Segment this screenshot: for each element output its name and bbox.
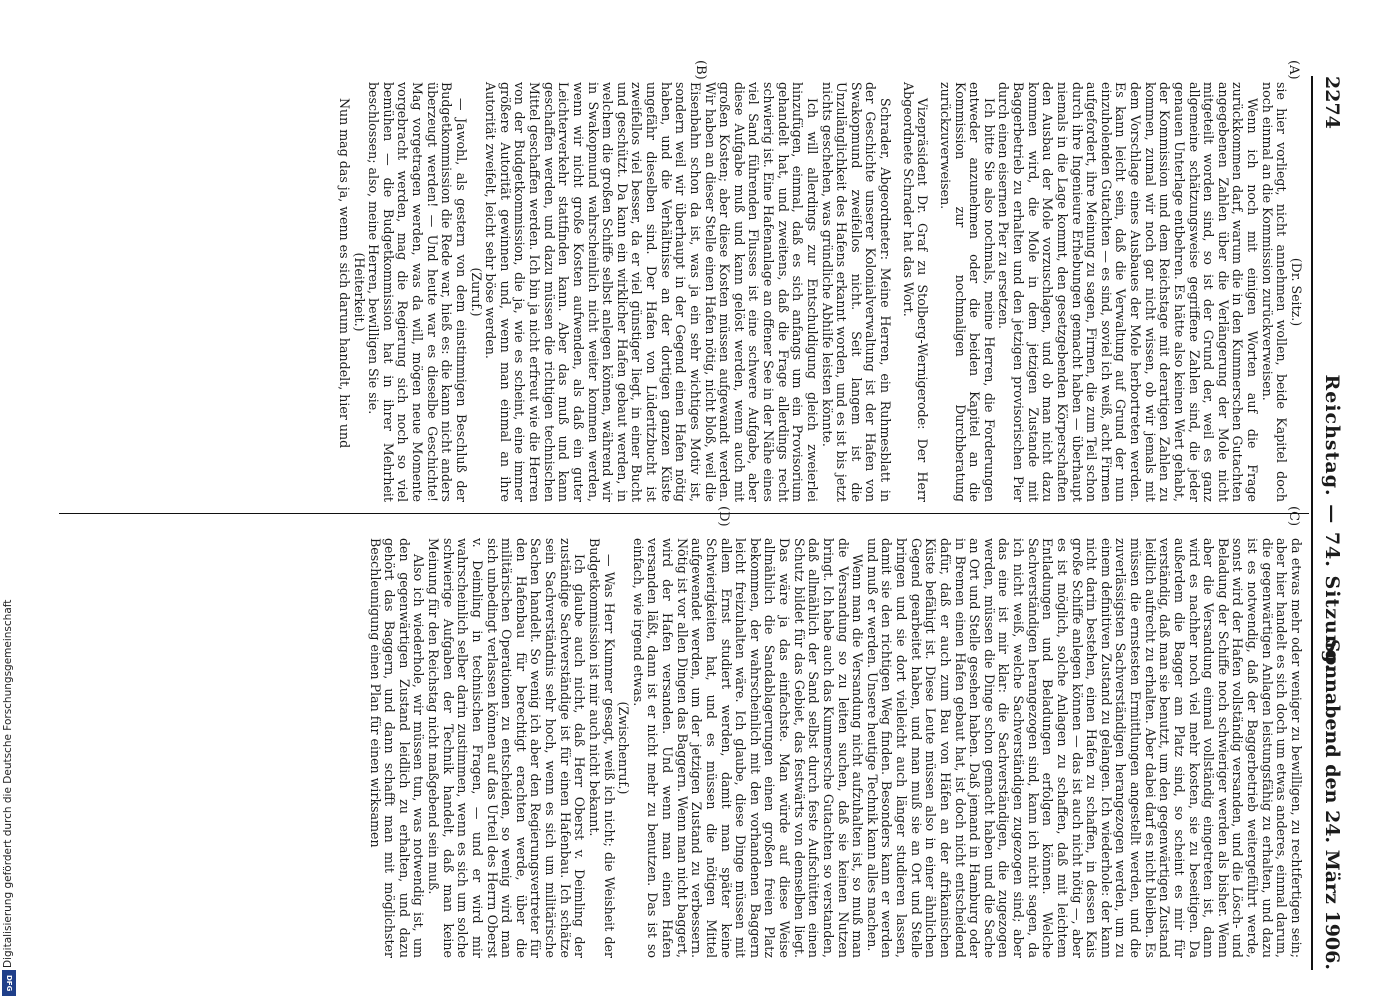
paragraph: Also ich wiederhole, wir müssen tun, was notwendig ist, um den gegenwärtigen Zustand leidlich zu erhalten, und dazu gehört das Baggern, und dann schafft man mit möglichster Beschleunigung einen Plan für einen wirksamen <box>367 538 427 958</box>
session-date: Sonnabend den 24. März 1906. <box>1321 638 1343 970</box>
margin-letter-c: (C) <box>1286 506 1301 527</box>
interjection: (Zuruf.) <box>468 267 484 317</box>
dfg-logo: DFG <box>2 970 16 996</box>
header-rule <box>1311 76 1313 970</box>
right-column <box>367 538 1303 958</box>
paragraph: Wenn man die Versandung nicht aufzuhalten ist, so muß man die Versandung so zu leiten suchen, daß sie keinen Nutzen bringt. Ich habe auch das Kummersche Gutachten so verstanden, daß allmählich der Sand selbst durch feste Aufschütten einen Schutz bildet für das Gebiet, das festwärts von demselben liegt. Das wäre ja das einfachste. Man würde auf diese Weise allmählich die Sandablagerungen einen großen freien Platz bekommen, der wahrscheinlich mit den vorhandenen Baggern leicht freizuhalten wäre. Ich glaube, diese Dinge müssen mit allem Ernst studiert werden, damit man später keine Schwierigkeiten hat, und es müssen die nötigen Mittel aufgewendet werden, um der jetzigen Zustand zu verbessern. Nötig ist vor allen Dingen das Baggern. Wenn man nicht baggert, wird der Hafen versanden. Und wenn man einen Hafen versanden läßt, dann ist er nicht mehr zu benutzen. Das ist so einfach, wie irgend etwas. <box>630 538 866 958</box>
margin-letter-a: (A) <box>1286 60 1301 80</box>
page-header <box>1315 76 1343 970</box>
paragraph: Wenn ich noch mit einigen Worten auf die Frage zurückkommen darf, warum die in den Kummerschen Gutachten angegebenen Zahlen über die Verlängerung der Mole nicht mitgeteilt worden sind, so ist der Grund der, weil es ganz allgemeine schätzungsweise gegriffene Zahlen sind, die jeder genauen Unterlage entbehren. Es hätte also keinen Wert gehabt, der Kommission und dem Reichstage mit derartigen Zahlen zu kommen, zumal wir noch gar nicht wissen, ob wir jemals mit dem Vorschlage eines Ausbaues der Mole herbortreten werden. Es kann leicht sein, daß die Verwaltung auf Grund der nun einzuholenden Gutachten — es sind, soviel ich weiß, acht Firmen aufgefordert, ihre Meinung zu sagen, Firmen, die zum Teil schon durch ihre Ingenieure Erhebungen gemacht haben — überhaupt niemals in die Lage kommt, den gesetzgebenden Körperschaften den Ausbau der Mole vorzuschlagen, und ob man nicht dazu kommen wird, die Mole in dem jetzigen Zustande mit Baggerbetrieb zu erhalten und den jetzigen provisorischen Pier durch einen eisernen Pier zu ersetzen. <box>996 82 1261 502</box>
paragraph: Schrader, Abgeordneter: Meine Herren, ein Ruhmesblatt in der Geschichte unserer Kolonialverwaltung ist der Hafen von Swakopmund zweifellos nicht. Seit langem ist die Unzulänglichkeit des Hafens erkannt worden, und es ist bis jetzt nichts geschehen, was gründliche Abhilfe leisten könnte. <box>819 82 894 502</box>
paragraph: Ich bitte Sie also nochmals, meine Herren, die Forderungen entweder anzunehmen oder die beiden Kapitel an die Kommission zur nochmaligen Durchberatung zurückzuverweisen. <box>938 82 997 502</box>
paragraph: Nun mag das ja, wenn es sich darum handelt, hier und <box>337 98 352 449</box>
paragraph: Vizepräsident Dr. Graf zu Stolberg-Wernigerode: Der Herr Abgeordnete Schrader hat das Wort. <box>900 82 931 502</box>
margin-letter-d: (D) <box>716 506 731 527</box>
credit-text: Digitalisierung gefördert durch die Deutsche Forschungsgemeinschaft <box>2 599 14 968</box>
column-divider <box>59 513 1309 514</box>
session-title: Reichstag. — 74. Sitzung. <box>1321 374 1343 672</box>
paragraph: da etwas mehr oder weniger zu bewilligen, zu rechtfertigen sein; aber hier handelt es sich doch um etwas anderes, einmal darum, die gegenwärtigen Anlagen leistungsfähig zu erhalten, und dazu ist es notwendig, daß der Baggerbetrieb weitergeführt werde, sonst wird der Hafen vollständig versanden, und die Lösch- und Beladung der Schiffe noch schwieriger werden als bisher. Wenn aber die Versandung einmal vollständig eingetreten ist, dann wird es nachher noch viel mehr kosten, sie zu beseitigen. Da außerdem die Bagger am Platz sind, so scheint es mir für verständig, daß man sie benutzt, um den gegenwärtigen Zustand leidlich aufrecht zu erhalten. Aber dabei darf es nicht bleiben. Es müssen die ernstesten Ermittlungen angestellt werden, und die zuverlässigsten Sachverständigen herangezogen werden, um zu einem definitiven Zustand zu gelangen. Ich wiederhole: der kann nicht darin bestehen, einen Hafen zu schaffen, in dessen Kais große Schiffe anlegen können — das ist auch nicht nötig —, aber es ist möglich, solche Anlagen zu schaffen, daß mit leichtem Entladungen und Beladungen erfolgen können. Welche Sachverständigen herangezogen sind, kann ich nicht sagen, da ich nicht weiß, welche Sachverständigen zugezogen sind; aber das eine ist mir klar: die Sachverständigen, die zugezogen werden, müssen die Dinge schon gemacht haben und die Sache an Ort und Stelle gesehen haben. Daß jemand in Hamburg oder in Bremen einen Hafen gebaut hat, ist doch nicht entscheidend dafür, daß er auch zum Bau von Häfen an der afrikanischen Küste befähigt ist. Diese Leute müssen also in einer ähnlichen Gegend gearbeitet haben, und man muß sie an Ort und Stelle bringen und sie dort vielleicht auch länger studieren lassen, damit sie den richtigen Weg finden. Besonders kann er werden und muß er werden. Unsere heutige Technik kann alles machen. <box>864 538 1304 958</box>
page-number: 2274 <box>1321 76 1343 129</box>
paragraph: sie hier vorliegt, nicht annehmen wollen, beide Kapitel doch noch einmal an die Kommission zurückverweisen. <box>1259 82 1290 502</box>
left-column <box>336 82 1303 502</box>
interjection: (Zwischenruf.) <box>616 701 632 795</box>
paragraph: Ich glaube auch nicht, daß Herr Oberst v. Deimling der zuständige Sachverständige ist für einen Hafenbau. Ich schätze sein Sachverständnis sehr hoch, wenn es sich um militärische Sachen handelt. So wenig ich aber den Regierungsvertreter für den Hafenbau für berechtigt erachten werde, über die militärischen Operationen zu entscheiden, so wenig wird man sich unbedingt verlassen können auf das Urteil des Herrn Oberst v. Deimling in technischen Fragen, — und er wird mir wahrscheinlich selber darin zustimmen, wenn es sich um solche schwierige Aufgaben der Technik handelt, daß man keine Meinung für den Reichstag nicht maßgebend sein muß. <box>426 538 588 958</box>
interjection: (Heiterkeit.) <box>351 252 367 332</box>
speaker-tag: (Dr. Seitz.) <box>1289 257 1304 327</box>
margin-letter-b: (B) <box>693 60 708 80</box>
paragraph: — Was Herr Kummer gesagt, weiß ich nicht; die Weisheit der Budgetkommission ist mir auch nicht bekannt. <box>587 538 617 958</box>
paragraph: — Jawohl, als gestern von dem einstimmigen Beschluß der Budgetkommission die Rede war, hieß es: die kann nicht anders überzeugt werden! — Und heute war es dieselbe Geschichte! Mag vorgetragen werden, was da will, mögen neue Momente vorgebracht werden, mag die Regierung sich noch so viel bemühen — die Budgetkommission hat in ihrer Mehrheit beschlossen; also, meine Herren, bewilligen Sie sie. <box>366 82 469 502</box>
paragraph: Ich will allerdings zur Entschuldigung gleich zweierlei hinzufügen, einmal, daß es sich anfangs um ein Provisorium gehandelt hat, und zweitens, daß die Frage allerdings recht schwierig ist. Eine Hafenanlage an offener See in der Nähe eines viel Sand führenden Flusses ist eine schwere Aufgabe, aber diese Aufgabe muß und kann gelöst werden, wenn auch mit großen Kosten; aber diese Kosten müssen aufgewandt werden. Wir haben an dieser Stelle einen Hafen nötig, nicht bloß, weil die Eisenbahn schon da ist, was ja ein sehr wichtiges Motiv ist, sondern weil wir überhaupt in der Gegend einen Hafen nötig haben, und die Verhältnisse an der dortigen ganzen Küste ungefähr dieselben sind. Der Hafen von Lüderitzbucht ist zweifellos viel besser, da er viel günstiger liegt, in einer Bucht und geschützt. Da kann ein wirklicher Hafen gebaut werden, in welchem die großen Schiffe selbst anlegen können, während wir in Swakopmund wahrscheinlich nicht weiter kommen werden, wenn wir nicht große Kosten aufwenden, als daß ein guter Leichterverkehr stattfinden kann. Aber das muß und kann geschaffen werden, und dazu müssen die richtigen technischen Mittel geschaffen werden. Ich bin ja nicht erfreut wie die Herren von der Budgetkommission, die ja, wie es scheint, eine immer größere Autorität gewinnen und, wenn man einmal an ihre Autorität zweifelt, leicht sehr böse werden. <box>483 82 820 502</box>
